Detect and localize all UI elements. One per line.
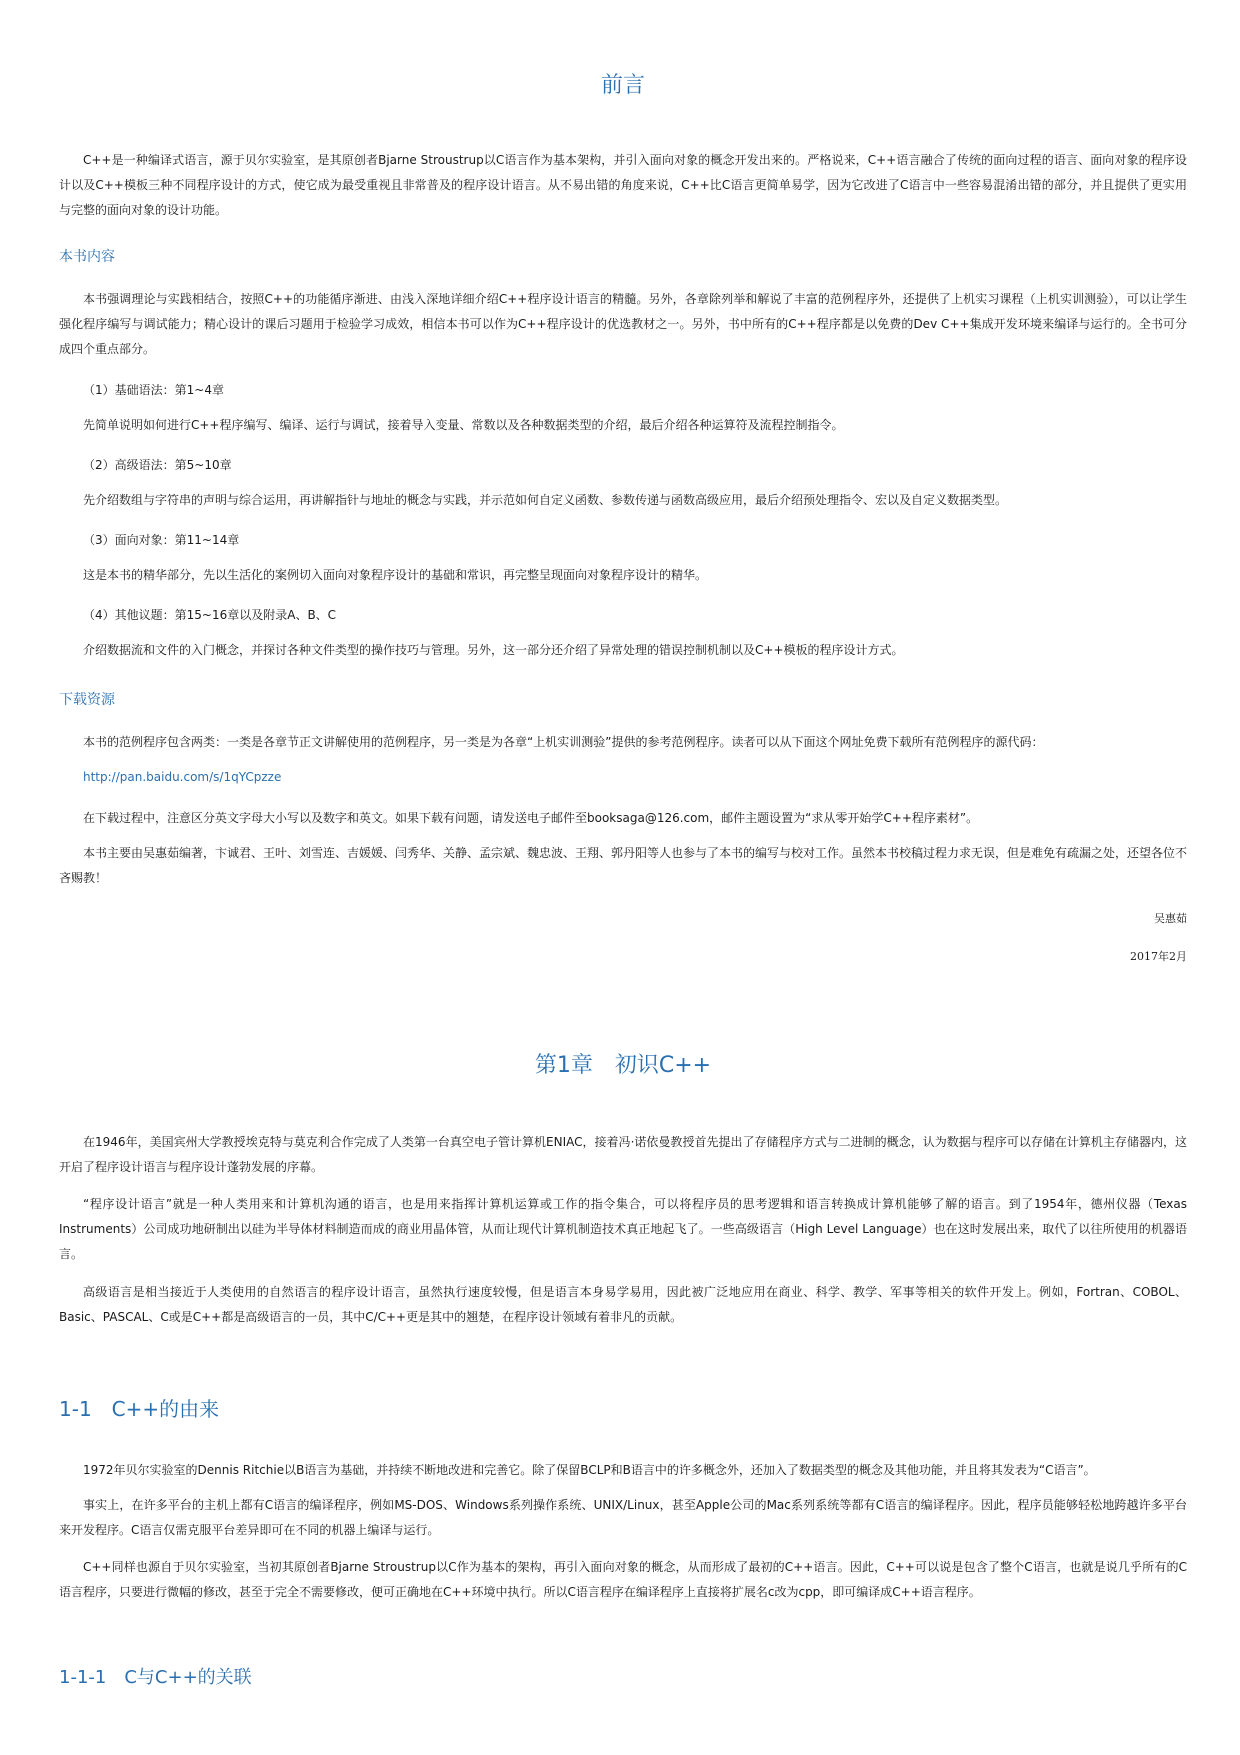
chapter-para-2: “程序设计语言”就是一种人类用来和计算机沟通的语言，也是用来指挥计算机运算或工作的指令集合，可以将程序员的思考逻辑和语言转换成计算机能够了解的语言。到了1954年，德州仪器（Texas Instruments）公司成功地研制出以硅为半导体材料制造而成的商业用晶体管，从而让现代计算机制造技术真正地起飞了。一些高级语言（High Level Language）也在这时发展出来，取代了以往所使用的机器语言。: [59, 1197, 1187, 1261]
part-3-label: （3）面向对象：第11~14章: [83, 533, 240, 547]
section-title: 1-1 C++的由来: [59, 1397, 220, 1421]
content-intro: 本书强调理论与实践相结合，按照C++的功能循序渐进、由浅入深地详细介绍C++程序设计语言的精髓。另外，各章除列举和解说了丰富的范例程序外，还提供了上机实习课程（上机实训测验），可以让学生强化程序编写与调试能力；精心设计的课后习题用于检验学习成效，相信本书可以作为C++程序设计的优选教材之一。另外，书中所有的C++程序都是以免费的Dev C++集成开发环境来编译与运行的。全书可分成四个重点部分。: [59, 292, 1187, 356]
part-4-label: （4）其他议题：第15~16章以及附录A、B、C: [83, 608, 337, 622]
preface-intro: C++是一种编译式语言，源于贝尔实验室，是其原创者Bjarne Stroustrup以C语言作为基本架构，并引入面向对象的概念开发出来的。严格说来，C++语言融合了传统的面向过程的语言、面向对象的程序设计以及C++模板三种不同程序设计的方式，使它成为最受重视且非常普及的程序设计语言。从不易出错的角度来说，C++比C语言更简单易学，因为它改进了C语言中一些容易混淆出错的部分，并且提供了更实用与完整的面向对象的设计功能。: [59, 153, 1187, 217]
part-4-desc: 介绍数据流和文件的入门概念，并探讨各种文件类型的操作技巧与管理。另外，这一部分还介绍了异常处理的错误控制机制以及C++模板的程序设计方式。: [83, 643, 904, 657]
preface-title: 前言: [600, 73, 645, 98]
chapter-para-3: 高级语言是相当接近于人类使用的自然语言的程序设计语言，虽然执行速度较慢，但是语言本身易学易用，因此被广泛地应用在商业、科学、教学、军事等相关的软件开发上。例如，Fortran、COBOL、Basic、PASCAL、C或是C++都是高级语言的一员，其中C/C++更是其中的翘楚，在程序设计领域有着非凡的贡献。: [59, 1285, 1187, 1324]
part-3-desc: 这是本书的精华部分，先以生活化的案例切入面向对象程序设计的基础和常识，再完整呈现面向对象程序设计的精华。: [83, 568, 708, 582]
part-2-label: （2）高级语法：第5~10章: [83, 458, 232, 472]
part-1-desc: 先简单说明如何进行C++程序编写、编译、运行与调试，接着导入变量、常数以及各种数据类型的介绍，最后介绍各种运算符及流程控制指令。: [83, 418, 844, 432]
chapter-title: 第1章 初识C++: [534, 1053, 712, 1078]
download-link[interactable]: http://pan.baidu.com/s/1qYCpzze: [83, 770, 282, 784]
part-1-label: （1）基础语法：第1~4章: [83, 383, 224, 397]
download-text: 本书的范例程序包含两类：一类是各章节正文讲解使用的范例程序，另一类是为各章“上机实训测验”提供的参考范例程序。读者可以从下面这个网址免费下载所有范例程序的源代码：: [83, 735, 1044, 749]
content-heading: 本书内容: [59, 249, 115, 265]
download-heading: 下载资源: [59, 692, 115, 708]
download-note: 在下载过程中，注意区分英文字母大小写以及数字和英文。如果下载有问题，请发送电子邮件至booksaga@126.com，邮件主题设置为“求从零开始学C++程序素材”。: [83, 811, 979, 825]
subsection-title: 1-1-1 C与C++的关联: [59, 1667, 252, 1688]
date: 2017年2月: [1130, 950, 1187, 963]
section-para-3: C++同样也源自于贝尔实验室，当初其原创者Bjarne Stroustrup以C作为基本的架构，再引入面向对象的概念，从而形成了最初的C++语言。因此，C++可以说是包含了整个C语言，也就是说几乎所有的C语言程序，只要进行微幅的修改，甚至于完全不需要修改，便可正确地在C++环境中执行。所以C语言程序在编译程序上直接将扩展名c改为cpp，即可编译成C++语言程序。: [59, 1560, 1187, 1599]
chapter-para-1: 在1946年，美国宾州大学教授埃克特与莫克利合作完成了人类第一台真空电子管计算机ENIAC，接着冯·诺依曼教授首先提出了存储程序方式与二进制的概念，认为数据与程序可以存储在计算机主存储器内，这开启了程序设计语言与程序设计蓬勃发展的序幕。: [59, 1135, 1187, 1174]
section-para-1: 1972年贝尔实验室的Dennis Ritchie以B语言为基础，并持续不断地改进和完善它。除了保留BCLP和B语言中的许多概念外，还加入了数据类型的概念及其他功能，并且将其发表为“C语言”。: [83, 1463, 1096, 1477]
authors-paragraph: 本书主要由吴惠茹编著，卞诚君、王叶、刘雪连、吉媛媛、闫秀华、关静、孟宗斌、魏忠波、王翔、郭丹阳等人也参与了本书的编写与校对工作。虽然本书校稿过程力求无误，但是难免有疏漏之处，还望各位不吝赐教！: [59, 846, 1188, 885]
section-para-2: 事实上，在许多平台的主机上都有C语言的编译程序，例如MS-DOS、Windows系列操作系统、UNIX/Linux，甚至Apple公司的Mac系列系统等都有C语言的编译程序。因此，程序员能够轻松地跨越许多平台来开发程序。C语言仅需克服平台差异即可在不同的机器上编译与运行。: [59, 1498, 1187, 1537]
part-2-desc: 先介绍数组与字符串的声明与综合运用，再讲解指针与地址的概念与实践，并示范如何自定义函数、参数传递与函数高级应用，最后介绍预处理指令、宏以及自定义数据类型。: [83, 493, 1008, 507]
signature: 吴惠茹: [1154, 912, 1187, 925]
